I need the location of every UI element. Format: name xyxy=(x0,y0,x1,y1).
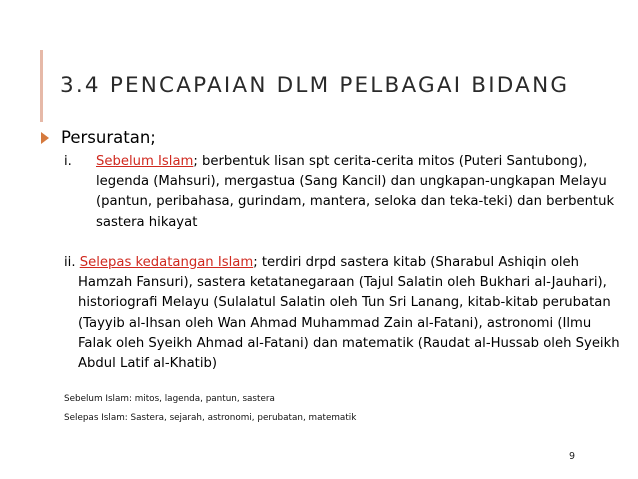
list-item-body xyxy=(96,152,624,233)
title-accent-bar xyxy=(40,50,43,122)
slide-title: 3.4 PENCAPAIAN DLM PELBAGAI BIDANG xyxy=(60,73,570,98)
list-item-body xyxy=(64,253,624,374)
summary-note: Sebelum Islam: mitos, lagenda, pantun, sastera xyxy=(64,394,275,404)
highlight-term: Sebelum Islam xyxy=(96,154,194,169)
bullet-item-persuratan xyxy=(41,128,156,147)
list-item-selepas-islam xyxy=(64,253,624,374)
list-item-text: ; terdiri drpd sastera kitab (Sharabul Ashiqin oleh Hamzah Fansuri), sastera ketatanegaraan (Tajul Salatin oleh Bukhari al-Jauhari), historiografi Melayu (Sulalatul Salatin oleh Tun Sri Lanang, kitab-kitab perubatan (Tayyib al-Ihsan oleh Wan Ahmad Muhammad Zain al-Fatani), astronomi (Ilmu Falak oleh Syeikh Ahmad al-Fatani) dan matematik (Raudat al-Hussab oleh Syeikh Abdul Latif al-Khatib) xyxy=(78,255,620,372)
list-item-sebelum-islam xyxy=(64,152,624,233)
summary-notes xyxy=(64,390,356,428)
list-item-number: i. xyxy=(64,154,72,169)
highlight-term: Selepas kedatangan Islam xyxy=(79,255,254,270)
summary-note: Selepas Islam: Sastera, sejarah, astronomi, perubatan, matematik xyxy=(64,413,357,423)
bullet-label: Persuratan; xyxy=(61,128,156,147)
list-item-number: ii. xyxy=(64,255,76,270)
triangle-bullet-icon xyxy=(41,132,49,144)
list-item-text: ; berbentuk lisan spt cerita-cerita mitos (Puteri Santubong), legenda (Mahsuri), mergastua (Sang Kancil) dan ungkapan-ungkapan Melayu (pantun, peribahasa, gurindam, mantera, seloka dan teka-teki) dan berbentuk sastera hikayat xyxy=(96,154,615,230)
page-number: 9 xyxy=(569,451,576,462)
